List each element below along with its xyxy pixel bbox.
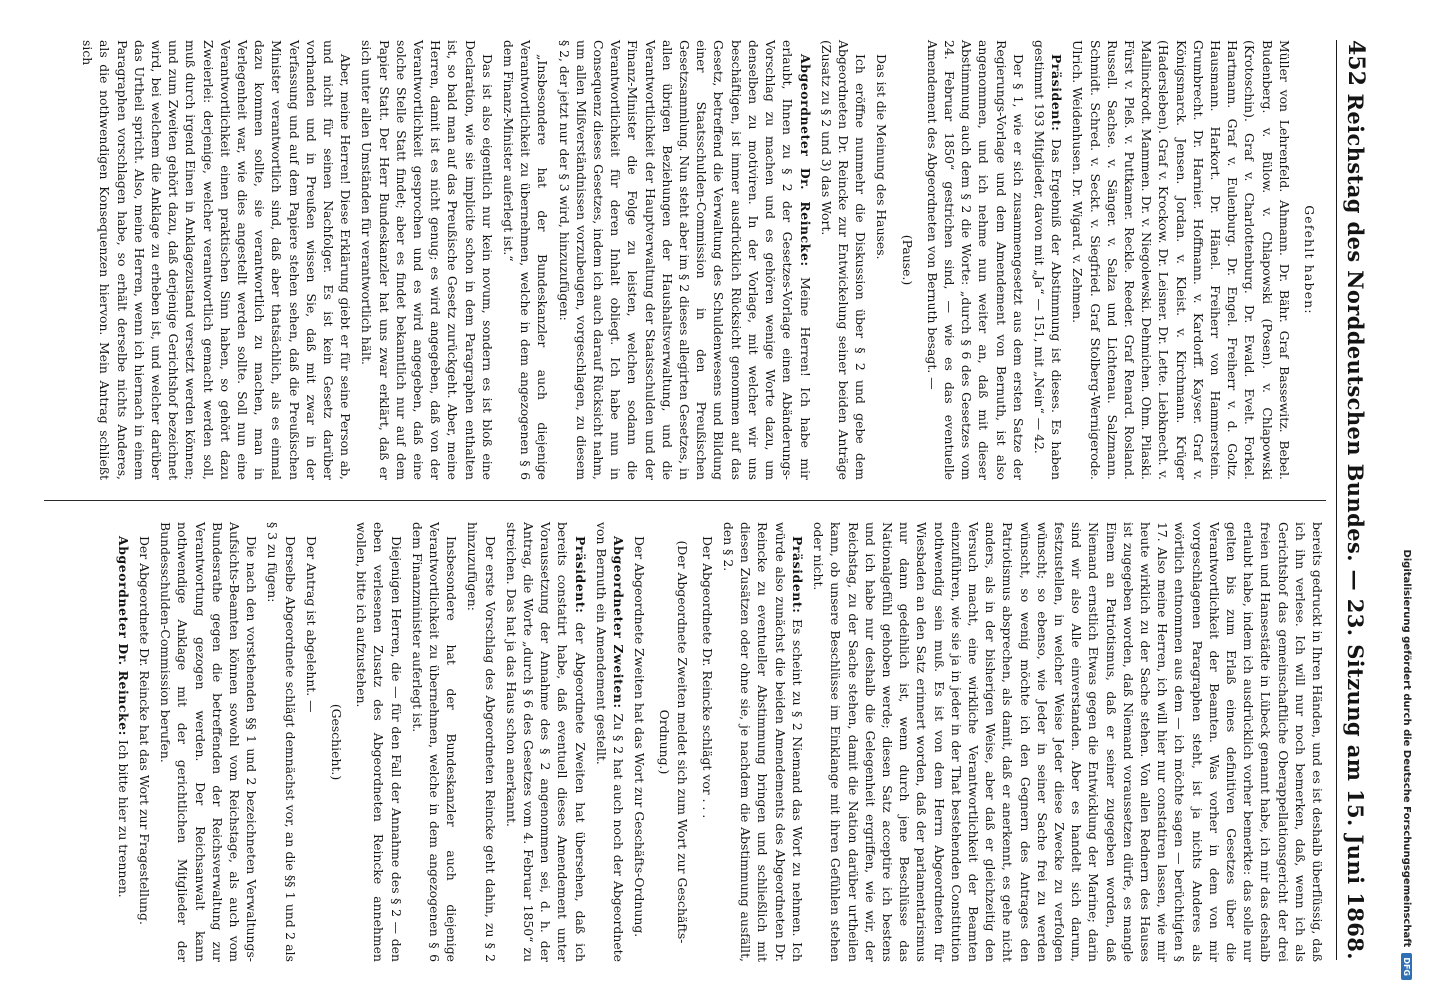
reincke-final-paragraph: [115, 522, 132, 962]
digitization-footer: [1400, 20, 1414, 980]
house-paragraph: Das ist die Meinung des Hauses.: [874, 54, 890, 260]
president-paragraph-2: [720, 522, 806, 962]
president-result-paragraph: [1031, 40, 1065, 480]
speaker-label: Abgeordneter Dr. Reincke:: [797, 54, 813, 267]
speaker-label: Präsident:: [572, 536, 588, 614]
president-paragraph-4: Der erste Vorschlag des Abgeordneten Reincke geht dahin, zu § 2 hinzuzufügen:: [465, 522, 498, 962]
paragraph-text: Meine Herren! Ich habe mir erlaubt, Ihnen zu § 2 der Gesetzes-Vorlage einen Abänderungs-Vorschlag zu machen und es gehören wenige Worte dazu, um denselben zu motiviren. In der Vorlage, mit welcher wir uns beschäftigen, ist immer ausdrücklich Rücksicht genommen auf das Gesetz, betreffend die Verwaltung des Schuldenwesens und Bildung einer Staatsschulden-Commission in den Preußischen Gesetzsammlung. Nun steht aber im § 2 dieses allegirten Gesetzes, in allen übrigen Beziehungen der Haushaltsverwaltung, und die Verantwortlichkeit der Hauptverwaltung der Staatsschulden und der Finanz-Minister die Folge zu leisten, welchen sodann die Verantwortlichkeit für deren Inhalt obliegt. Ich habe nun in Consequenz dieses Gesetzes, indem ich auch darauf Rücksicht nahm, um allen Mißverständnissen vorzubeugen, vorgeschlagen, zu diesem § 2, der jetzt nur der § 3 wird, hinzuzufügen:: [556, 40, 813, 480]
page-header: [1336, 40, 1380, 960]
paragraph-text: Es scheint zu § 2 Niemand das Wort zu nehmen. Ich würde also zunächst die beiden Amendements des Abgeordneten Dr. Reincke zu eventueller Abstimmung bringen und schließlich mit diesen Zusätzen oder ohne sie, je nachdem die Abstimmung ausfällt, den § 2.: [721, 522, 805, 962]
zweiten-paragraph: [593, 522, 627, 962]
paragraph-text: Das Ergebniß der Abstimmung ist dieses. Es haben gestimmt 193 Mitglieder, davon mit „Ja“ — 151, mit „Nein“ — 42.: [1031, 40, 1065, 480]
page-number: 452: [1343, 40, 1369, 86]
reincke-paragraph-3: Aber, meine Herren! Diese Erklärung giebt er für seine Person ab, und nicht für seinen Nachfolger. Es ist kein Gesetz darüber vorhanden und in Preußen wissen Sie, daß mit zwar in der Verfassung und auf dem Papiere stehen sehen, daß die Preußischen Minister verantwortlich sind, daß aber thatsächlich, als es einmal dazu kommen sollte, sie verantwortlich zu machen, man in Verlegenheit war, wie dies angestellt werden sollte. Soll nun eine Verantwortlichkeit einen praktischen Sinn haben, so gehört dazu Zweierlei: derjenige, welcher verantwortlich gemacht werden soll, muß durch irgend Einen in Anklagezustand versetzt werden können; und zum Zweiten gehört dazu, daß derjenige Gerichtshof bezeichnet wird, bei welchem die Anklage zu erheben ist, und welcher darüber das Urtheil spricht. Also, meine Herren, wenn ich hiernach in einem Paragraphen vorschlagen habe, so erhält derselbe nichts Anderes, als die nothwendigen Konsequenzen hiervon. Mein Antrag schließt sich: [80, 40, 354, 480]
reincke-paragraph-2: Das ist also eigentlich nur kein novum, sondern es ist bloß eine Declaration, wie sie implicite schon in dem Paragraphen enthalten ist, so bald man auf das Preußische Gesetz zurückgeht. Aber, meine Herren, damit ist es nicht genug; es wird angegeben, daß von der Verantwortlichkeit gesprochen und es wird angegeben, daß eine solche Stelle Statt findet; aber es findet bekanntlich nur auf dem Papier Statt. Der Herr Bundeskanzler hat uns zwar erklärt, daß er sich unter allen Umständen für verantwortlich hält.: [359, 40, 495, 480]
paragraph-text: Zu § 2 hat auch noch der Abgeordnete von Bernuth ein Amendement gestellt.: [593, 522, 627, 962]
rejected-paragraph: Der Antrag ist abgelehnt. —: [303, 536, 319, 713]
speaker-label: Abgeordneter Zweiten:: [611, 536, 627, 709]
column-divider: [44, 500, 1326, 501]
order-note: (Der Abgeordnete Zweiten meldet sich zum Wort zur Geschäfts-Ordnung.): [657, 540, 690, 944]
happens-note: (Geschieht.): [329, 703, 345, 781]
paragraph-text: der Abgeordnete Zweiten hat übersehen, daß ich bereits constatirt habe, daß eventuell dieses Amendement unter Voraussetzung der Annahme des § 2 angenommen sei, d. h. der Antrag, die Worte „durch § 6 des Gesetzes vom 4. Februar 1850“ zu streichen. Das hat ja das Haus schon anerkannt.: [503, 522, 588, 962]
quote-paragraph: „Insbesondere hat der Bundeskanzler auch diejenige Verantwortlichkeit zu übernehmen, welche in dem angezogenen § 6 dem Finanz-Minister auferlegt ist.“: [501, 40, 551, 480]
paragraph-text: Ich bitte hier zu trennen.: [115, 739, 131, 898]
absent-heading: Gefehlt haben:: [1302, 205, 1317, 315]
absent-names: Müller von Lehrenfeld. Ahmann. Dr. Bähr. Graf Bassewitz. Bebel. Budenberg. v. Bülow. v. Chlapowski (Posen). v. Chlapowski (Krotoschin). Graf v. Charlottenburg. Dr. Ewald. Evelt. Forkel. Hartmann. Graf v. Eulenburg. Dr. Engel. Freiherr v. d. Goltz. Hausmann. Harkort. Dr. Hänel. Freiherr von Hammerstein. Grumbrecht. Dr. Harnier. Hoffmann. v. Kardorff. Kayser. Graf v. Königsmarck. Jensen. Jordan. v. Kleist. v. Kirchmann. Krüger (Hadersleben). Graf v. Krockow. Dr. Leisner. Dr. Lette. Liebknecht. v. Mallinckrodt. Mammen. Dr. v. Niegolewski. Dehmichen. Ohm. Pilaski. Fürst v. Pleß. v. Puttkamer. Reckle. Reeder. Graf Renard. Rosland. Russell. Sachse. v. Sänger. v. Salza und Lichtenau. Salzmann. Schmidt. Schred. v. Seckt. v. Siegfried. Graf Stolberg-Wernigerode. Ulrich. Weidenhusen. Dr. Wigard. v. Zehmen.: [1070, 40, 1292, 480]
final-paragraph: Der Abgeordnete Dr. Reincke hat das Wort zur Fragestellung.: [137, 536, 152, 925]
result-paragraph: Der § 1, wie er sich zusammengesetzt aus dem ersten Satze der Regierungs-Vorlage und dem Amendement von Bernuth, ist also angenommen, und ich nehme nun weiter an, daß mit dieser Abstimmung auch dem § 2 die Worte: „durch § 6 des Gesetzes vom 24. Februar 1850“ gestrichen sind, — wie es das eventuelle Amendement des Abgeordneten von Bernuth besagt. —: [924, 40, 1026, 480]
speaker-label: Präsident:: [789, 536, 805, 614]
left-column: [44, 40, 1326, 480]
reincke-paragraph-4: bereits gedruckt in Ihren Händen, und es ist deshalb überflüssig, daß ich ihn verlese. Ich will nur noch bemerken, daß, wenn ich als Gerichtshof das gemeinschaftliche Oberappellationsgericht der drei freien und Hansestädte in Lübeck genannt habe, ich mir das deshalb erlaubt habe, indem ich ausdrücklich vorher bemerkte: das solle nur gelten bis zum Erlaß eines definitiven Gesetzes über die Verantwortlichkeit der Beamten. Was vorher in dem von mir vorgeschlagenen Paragraphen steht, ist ja nichts Anderes als wörtlich entnommen aus dem — ich möchte sagen — berüchtigten § 17. Also meine Herren, ich will hier nur constatiren lassen, wie mir heute wirklich zu der Sache stehen. Von allen Rednern des Hauses ist zugegeben worden, daß Niemand voraussetzen dürfe, es mangle Einem an Patriotismus, daß er seiner zugegeben worden, daß Niemand ernstlich Etwas gegen die Entwicklung der Marine; darin sind wir also Alle einverstanden. Aber es handelt sich darum, festzustellen, in welcher Weise Jeder diese Zwecke zu verfolgen wünscht; so ebenso, wie Jeder in seiner Sache frei zu werden wünscht, so wenig möchte ich den Gegnern des Antrages den Patriotismus absprechen, als damit, daß er anerkennt, es gehe nicht anders, als in der bisherigen Weise, aber daß er gleichzeitig den Versuch macht, eine wirkliche Verantwortlichkeit der Beamten einzuführen, wie sie ja in jeder in der That bestehenden Constitution nothwendig sein muß. Es ist von dem Herrn Abgeordneten für Wiesbaden an den Satz erinnert worden, daß der parlamentarismus nur dann gedeihlich ist, wenn durch jene Beschlüsse das Nationalgefühl gehoben werde; diesen Satz acceptire ich bestens und ich habe nur deshalb die Gelegenheit ergriffen, wie wir, der Reichstag, zu der Sache stehen, damit die Nation darüber urtheilen kann, ob unsere Beschlüsse im Einklange mit ihren Gefühlen stehen oder nicht.: [811, 522, 1325, 962]
speaker-label: Abgeordneter Dr. Reincke:: [115, 536, 131, 736]
reincke-interject: Der Abgeordnete Dr. Reincke schlägt vor . . .: [699, 536, 715, 819]
digitization-note: Digitalisierung gefördert durch die Deutsche Forschungsgemeinschaft: [1401, 549, 1413, 948]
running-title: Reichstag des Norddeutschen Bundes. — 23. Sitzung am 15. Juni 1868.: [1343, 93, 1368, 960]
president-paragraph-3: [503, 522, 589, 962]
president-paragraph-5: Diejenigen Herren, die — für den Fall der Annahme des § 2 — den eben verlesenen Zusatz des Abgeordneten Reincke annehmen wollen, bitte ich aufzustehen.: [354, 522, 404, 962]
reincke-paragraph-1: [555, 40, 813, 480]
discussion-paragraph: Ich eröffne nunmehr die Diskussion über § 2 und gebe dem Abgeordneten Dr. Reincke zur Entwickelung seiner beiden Anträge (Zusatz zu § 2 und 3) das Wort.: [818, 40, 869, 480]
document-page: [20, 0, 1400, 1000]
quote-paragraph-2: Insbesondere hat der Bundeskanzler auch diejenige Verantwortlichkeit zu übernehmen, welche in dem angezogenen § 6 dem Finanzminister auferlegt ist.: [409, 522, 460, 962]
order-paragraph: Der Abgeordnete Zweiten hat das Wort zur Geschäfts-Ordnung.: [632, 536, 648, 938]
quote-paragraph-3: Die nach den vorstehenden §§ 1 und 2 bezeichneten Verwaltungs-Aufsichts-Beamten können sowohl vom Reichstage, als auch vom Bundesrathe gegen die betreffenden der Reichsverwaltung zur Verantwortung gezogen werden. Der Reichsanwalt kann nothwendige Anklage mit der gerichtlichen Mitglieder der Bundesschulden-Commission berufen.: [158, 522, 260, 962]
pause-note: (Pause.): [899, 234, 915, 286]
dfg-logo: DFG: [1402, 953, 1413, 980]
speaker-label: Präsident:: [1049, 54, 1065, 139]
proposal-paragraph: Derselbe Abgeordnete schlägt demnächst vor, an die §§ 1 und 2 als § 3 zu fügen:: [265, 522, 298, 962]
right-column: [44, 522, 1326, 962]
